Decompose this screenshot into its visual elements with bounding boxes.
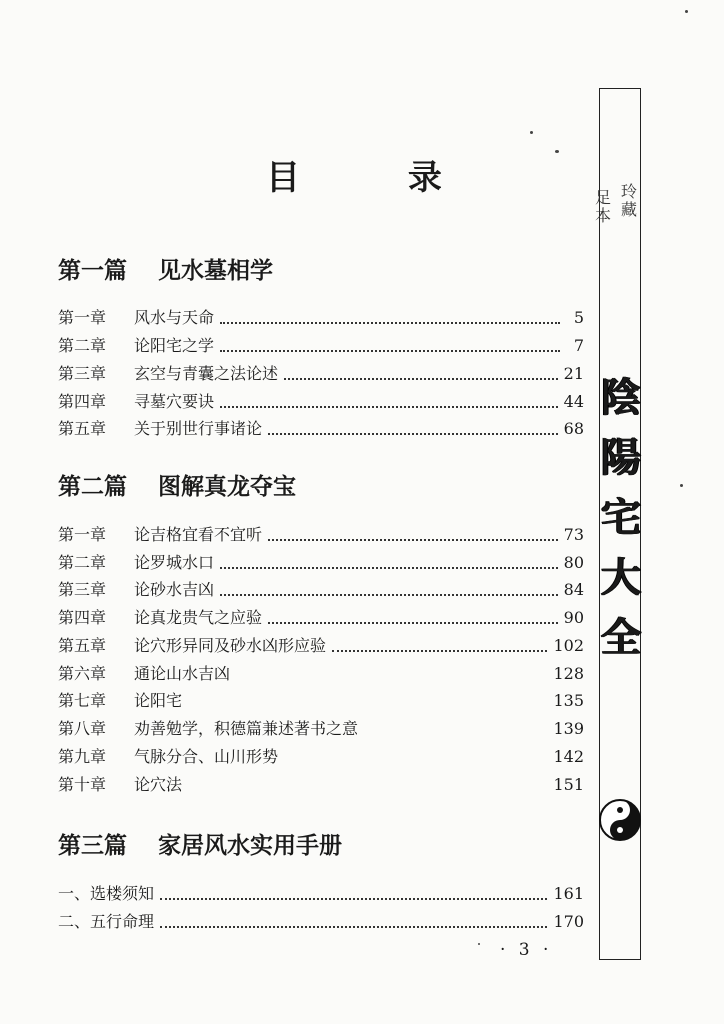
scan-speck xyxy=(685,10,688,13)
dot-leader xyxy=(332,650,547,652)
page-ref: 102 xyxy=(553,636,584,655)
yin-yang-icon xyxy=(598,798,642,842)
toc-entry[interactable] xyxy=(58,911,584,933)
chapter-number: 第七章 xyxy=(58,691,107,710)
toc-entry[interactable] xyxy=(58,552,584,574)
part-number: 第二篇 xyxy=(58,473,127,500)
scan-speck xyxy=(478,943,480,945)
page-ref: 44 xyxy=(563,392,584,411)
chapter-number: 第二章 xyxy=(58,553,107,572)
toc-entry[interactable] xyxy=(58,307,584,329)
page-ref: 135 xyxy=(553,691,584,710)
page-ref: 90 xyxy=(563,608,584,627)
toc-entry[interactable] xyxy=(58,774,584,796)
page-ref: 170 xyxy=(553,912,584,931)
dot-leader xyxy=(268,433,558,435)
chapter-title: 通论山水吉凶 xyxy=(134,664,231,683)
scan-speck xyxy=(555,150,559,153)
book-title-char: 全 xyxy=(601,614,641,661)
toc-entry[interactable] xyxy=(58,391,584,413)
page-ref: 151 xyxy=(553,775,584,794)
chapter-title: 玄空与青囊之法论述 xyxy=(134,364,279,383)
toc-entry[interactable] xyxy=(58,418,584,440)
scan-speck xyxy=(680,484,683,487)
dot-leader xyxy=(220,406,558,408)
seal-text: 玲藏 xyxy=(620,182,637,219)
chapter-number: 第一章 xyxy=(58,308,107,327)
book-title-char: 大 xyxy=(601,554,641,601)
chapter-number: 第五章 xyxy=(58,636,107,655)
page-ref: 84 xyxy=(563,580,584,599)
page-ref: 68 xyxy=(563,419,584,438)
page-ref: 21 xyxy=(563,364,584,383)
page-ref: 139 xyxy=(553,719,584,738)
dot-leader xyxy=(220,594,558,596)
section-title: 一、选楼须知 xyxy=(58,884,155,903)
seal-column-right xyxy=(620,183,638,219)
toc-entry[interactable] xyxy=(58,363,584,385)
chapter-number: 第三章 xyxy=(58,364,107,383)
chapter-title: 气脉分合、山川形势 xyxy=(134,747,279,766)
page-ref: 128 xyxy=(553,664,584,683)
chapter-number: 第一章 xyxy=(58,525,107,544)
chapter-number: 第九章 xyxy=(58,747,107,766)
chapter-title: 论穴法 xyxy=(134,775,183,794)
chapter-title: 关于别世行事诸论 xyxy=(134,419,263,438)
part-title: 图解真龙夺宝 xyxy=(158,473,296,500)
part-heading-2 xyxy=(58,468,296,501)
part-number: 第三篇 xyxy=(58,832,127,859)
page-ref: 7 xyxy=(573,336,584,355)
chapter-title: 寻墓穴要诀 xyxy=(134,392,215,411)
toc-entry[interactable] xyxy=(58,524,584,546)
chapter-number: 第三章 xyxy=(58,580,107,599)
toc-entry[interactable] xyxy=(58,607,584,629)
chapter-title: 论穴形异同及砂水凶形应验 xyxy=(134,636,327,655)
chapter-title: 劝善勉学，积德篇兼述著书之意 xyxy=(134,719,359,738)
page-ref: 73 xyxy=(563,525,584,544)
toc-entry[interactable] xyxy=(58,883,584,905)
page-ref: 80 xyxy=(563,553,584,572)
toc-entry[interactable] xyxy=(58,335,584,357)
part-heading-3 xyxy=(58,827,342,860)
dot-leader xyxy=(268,539,558,541)
page-title: 目 录 xyxy=(266,158,490,198)
chapter-title: 论真龙贵气之应验 xyxy=(134,608,263,627)
chapter-number: 第五章 xyxy=(58,419,107,438)
book-title-vertical xyxy=(596,368,646,668)
part-number: 第一篇 xyxy=(58,257,127,284)
dot-leader xyxy=(220,322,560,324)
chapter-title: 论吉格宜看不宜听 xyxy=(134,525,263,544)
chapter-title: 论罗城水口 xyxy=(134,553,215,572)
chapter-number: 第六章 xyxy=(58,664,107,683)
book-title-char: 陽 xyxy=(601,434,641,481)
seal-text: 足本 xyxy=(594,188,611,225)
page-ref: 161 xyxy=(553,884,584,903)
chapter-number: 第四章 xyxy=(58,608,107,627)
scan-speck xyxy=(530,131,533,134)
chapter-number: 第二章 xyxy=(58,336,107,355)
dot-leader xyxy=(268,622,558,624)
chapter-number: 第四章 xyxy=(58,392,107,411)
seal-column-left xyxy=(594,189,612,225)
toc-entry[interactable] xyxy=(58,690,584,712)
dot-leader xyxy=(160,926,547,928)
toc-entry[interactable] xyxy=(58,635,584,657)
part-heading-1 xyxy=(58,252,273,285)
part-title: 家居风水实用手册 xyxy=(158,832,342,859)
chapter-number: 第八章 xyxy=(58,719,107,738)
part-title: 见水墓相学 xyxy=(158,257,273,284)
toc-entry[interactable] xyxy=(58,746,584,768)
book-title-char: 宅 xyxy=(601,494,641,541)
dot-leader xyxy=(220,350,560,352)
page-number: · 3 · xyxy=(500,940,553,960)
dot-leader xyxy=(220,567,558,569)
chapter-title: 论阳宅之学 xyxy=(134,336,215,355)
chapter-number: 第十章 xyxy=(58,775,107,794)
toc-entry[interactable] xyxy=(58,718,584,740)
book-title-char: 陰 xyxy=(601,374,641,421)
dot-leader xyxy=(160,898,547,900)
section-title: 二、五行命理 xyxy=(58,912,155,931)
chapter-title: 风水与天命 xyxy=(134,308,215,327)
chapter-title: 论阳宅 xyxy=(134,691,183,710)
page-ref: 142 xyxy=(553,747,584,766)
dot-leader xyxy=(284,378,558,380)
page-ref: 5 xyxy=(573,308,584,327)
chapter-title: 论砂水吉凶 xyxy=(134,580,215,599)
toc-entry[interactable] xyxy=(58,579,584,601)
toc-entry[interactable] xyxy=(58,663,584,685)
